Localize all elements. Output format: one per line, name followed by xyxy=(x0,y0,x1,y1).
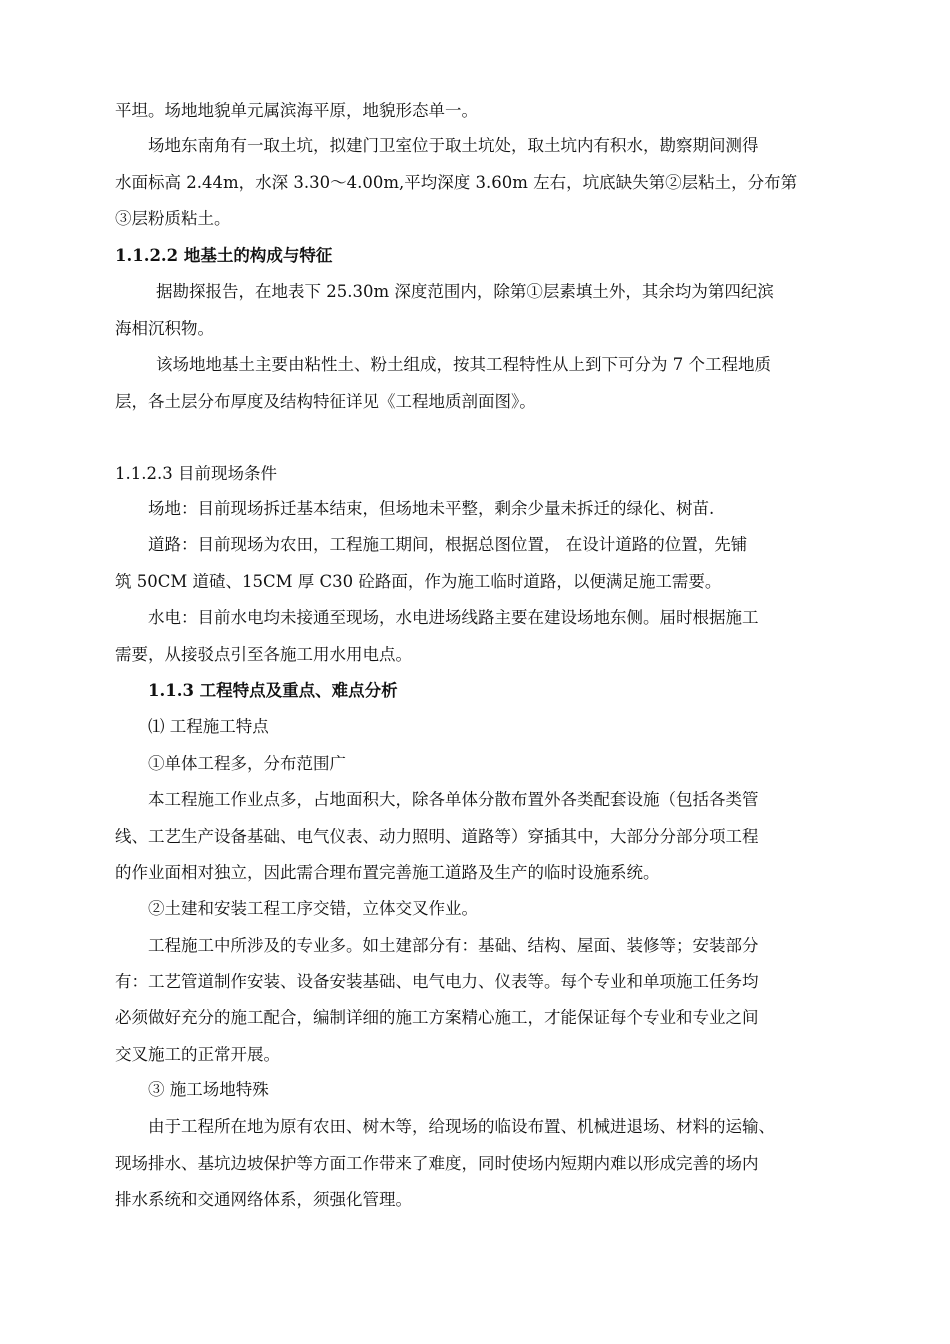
paragraph-line: 水面标高 2.44m，水深 3.30～4.00m,平均深度 3.60m 左右，坑底缺失第②层粘土，分布第 xyxy=(115,173,798,192)
paragraph-line: 有：工艺管道制作安装、设备安装基础、电气电力、仪表等。每个专业和单项施工任务均 xyxy=(115,972,759,991)
subsection-heading: ⑴ 工程施工特点 xyxy=(148,717,269,736)
paragraph-line: 场地：目前现场拆迁基本结束，但场地未平整，剩余少量未拆迁的绿化、树苗. xyxy=(148,499,715,518)
paragraph-line: 工程施工中所涉及的专业多。如土建部分有：基础、结构、屋面、装修等；安装部分 xyxy=(148,936,759,955)
paragraph-line: 的作业面相对独立，因此需合理布置完善施工道路及生产的临时设施系统。 xyxy=(115,863,660,882)
paragraph-line: 据勘探报告，在地表下 25.30m 深度范围内，除第①层素填土外，其余均为第四纪滨 xyxy=(156,282,774,301)
paragraph-line: 平坦。场地地貌单元属滨海平原，地貌形态单一。 xyxy=(115,101,478,120)
paragraph-line: 道路：目前现场为农田，工程施工期间，根据总图位置， 在设计道路的位置，先铺 xyxy=(148,535,748,554)
list-item-heading: ②土建和安装工程工序交错，立体交叉作业。 xyxy=(148,899,478,918)
paragraph-line: 筑 50CM 道碴、15CM 厚 C30 砼路面，作为施工临时道路，以便满足施工需要。 xyxy=(115,572,722,591)
paragraph-line: 由于工程所在地为原有农田、树木等，给现场的临设布置、机械进退场、材料的运输、 xyxy=(148,1117,775,1136)
paragraph-line: 水电：目前水电均未接通至现场，水电进场线路主要在建设场地东侧。届时根据施工 xyxy=(148,608,759,627)
paragraph-line: ③层粉质粘土。 xyxy=(115,209,231,228)
section-heading: 1.1.2.2 地基土的构成与特征 xyxy=(115,246,333,265)
section-heading: 1.1.3 工程特点及重点、难点分析 xyxy=(148,681,398,700)
paragraph-line: 线、工艺生产设备基础、电气仪表、动力照明、道路等）穿插其中，大部分分部分项工程 xyxy=(115,827,759,846)
paragraph-line: 必须做好充分的施工配合，编制详细的施工方案精心施工，才能保证每个专业和专业之间 xyxy=(115,1008,759,1027)
list-item-heading: ①单体工程多，分布范围广 xyxy=(148,754,346,773)
paragraph-line: 场地东南角有一取土坑，拟建门卫室位于取土坑处，取土坑内有积水，勘察期间测得 xyxy=(148,136,759,155)
paragraph-line: 该场地地基土主要由粘性土、粉土组成，按其工程特性从上到下可分为 7 个工程地质 xyxy=(156,355,771,374)
paragraph-line: 现场排水、基坑边坡保护等方面工作带来了难度，同时使场内短期内难以形成完善的场内 xyxy=(115,1154,759,1173)
paragraph-line: 本工程施工作业点多，占地面积大，除各单体分散布置外各类配套设施（包括各类管 xyxy=(148,790,759,809)
paragraph-line: 交叉施工的正常开展。 xyxy=(115,1045,280,1064)
list-item-heading: ③ 施工场地特殊 xyxy=(148,1080,269,1099)
paragraph-line: 排水系统和交通网络体系，须强化管理。 xyxy=(115,1190,412,1209)
paragraph-line: 需要，从接驳点引至各施工用水用电点。 xyxy=(115,645,412,664)
paragraph-line: 层，各土层分布厚度及结构特征详见《工程地质剖面图》。 xyxy=(115,392,536,411)
section-heading: 1.1.2.3 目前现场条件 xyxy=(115,464,277,483)
paragraph-line: 海相沉积物。 xyxy=(115,319,214,338)
